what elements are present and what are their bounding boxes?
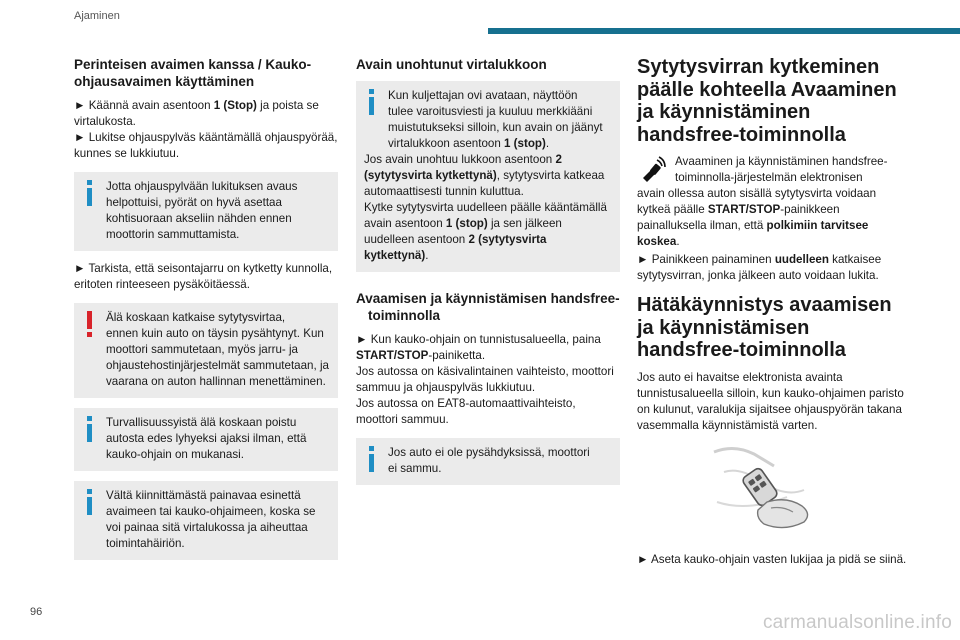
info-note-key-reminder: Kun kuljettajan ovi avataan, näyttöön tulee varoitusviesti ja kuuluu merkkiääni muistutukseksi silloin, kun avain on jäänyt virtalukkoon asentoon 1 (stop). Jos avain unohtuu lukkoon asentoon 2 (sytytysvirta kytkettynä), sytytysvirta katkeaa automaattisesti tunnin kuluttua. Kytke sytytysvirta uudelleen päälle kääntämällä avain asentoon 1 (stop) ja sen jälkeen uudelleen asentoon 2 (sytytysvirta kytkettynä). xyxy=(356,81,620,272)
page-number: 96 xyxy=(30,606,43,618)
info-icon xyxy=(85,180,95,206)
para-backup-reader: Jos auto ei havaitse elektronista avainta tunnistusalueella silloin, kun kauko-ohjaimen paristo on kulunut, varalukija sijaitsee ohjauspyörän takana vasemmalla käynnistämistä varten. xyxy=(637,370,904,432)
heading-conventional-key: Perinteisen avaimen kanssa / Kauko-ohjausavaimen käyttäminen xyxy=(74,57,312,89)
column-1 xyxy=(74,56,338,570)
info-note-safety: Turvallisuussyistä älä koskaan poistu autosta edes lyhyeksi ajaksi ilman, että kauko-ohjain on mukanasi. xyxy=(74,408,338,471)
hands-free-icon xyxy=(637,156,667,186)
heading-key-left-in-ignition: Avain unohtunut virtalukkoon xyxy=(356,57,547,72)
step-press-again: ► Painikkeen painaminen uudelleen katkaisee sytytysvirran, jonka jälkeen auto voidaan lukita. xyxy=(637,253,882,282)
info-icon xyxy=(367,89,377,115)
watermark: carmanualsonline.info xyxy=(762,612,952,633)
heading-ignition-hands-free: Sytytysvirran kytkeminen päälle kohteella Avaaminen ja käynnistäminen handsfree-toiminnolla xyxy=(637,56,897,146)
info-icon xyxy=(367,446,377,472)
step-turn-key: ► Käännä avain asentoon 1 (Stop) ja poista se virtalukosta. xyxy=(74,99,319,128)
step-hold-fob: ► Aseta kauko-ohjain vasten lukijaa ja pidä se siinä. xyxy=(637,552,907,566)
key-fob-on-steering-column-illustration xyxy=(709,442,819,537)
info-note-not-stationary: Jos auto ei ole pysähdyksissä, moottori ei sammu. xyxy=(356,438,620,485)
step-lock-steering: ► Lukitse ohjauspylväs kääntämällä ohjauspyörää, kunnes se lukkiutuu. xyxy=(74,131,338,160)
text-automatic-gearbox: Jos autossa on EAT8-automaattivaihteisto, moottori sammuu. xyxy=(356,397,576,426)
info-icon xyxy=(85,489,95,515)
section-label: Ajaminen xyxy=(74,10,120,22)
para-hands-free-ignition: Avaaminen ja käynnistäminen handsfree- toiminnolla-järjestelmän elektronisen avain ollessa auton sisällä sytytysvirta voidaan kytkeä päälle START/STOP-painikkeen painalluksella ilman, että polkimiin tarvitsee koskea. xyxy=(637,155,888,248)
warning-icon xyxy=(85,311,95,337)
info-icon xyxy=(85,416,95,442)
step-check-parking-brake: ► Tarkista, että seisontajarru on kytketty kunnolla, eritoten rinteeseen pysäköitäessä. xyxy=(74,262,333,291)
column-3 xyxy=(637,56,907,568)
info-note-heavy-object: Vältä kiinnittämästä painavaa esinettä avaimeen tai kauko-ohjaimeen, koska se voi painaa sitä virtalukossa ja aiheuttaa toimintahäiriön. xyxy=(74,481,338,560)
warning-note-ignition: Älä koskaan katkaise sytytysvirtaa, ennen kuin auto on täysin pysähtynyt. Kun moottori sammutetaan, myös jarru- ja ohjaustehostinjärjestelmät sammutetaan, ja vaarana on auton hallinnan menettäminen. xyxy=(74,303,338,398)
heading-hands-free-stop: Avaamisen ja käynnistämisen handsfree-toiminnolla xyxy=(356,291,620,323)
text-manual-gearbox: Jos autossa on käsivalintainen vaihteisto, moottori sammuu ja ohjauspylväs lukkiutuu. xyxy=(356,365,614,394)
heading-emergency-start: Hätäkäynnistys avaamisen ja käynnistämisen handsfree-toiminnolla xyxy=(637,294,892,361)
column-2 xyxy=(356,56,620,495)
header-bar xyxy=(488,28,960,34)
step-press-start-stop: ► Kun kauko-ohjain on tunnistusalueella, paina START/STOP-painiketta. xyxy=(356,333,601,362)
info-note-steering-lock: Jotta ohjauspylvään lukituksen avaus helpottuisi, pyörät on hyvä asettaa kohtisuoraan akseliin nähden ennen moottorin sammuttamista. xyxy=(74,172,338,251)
